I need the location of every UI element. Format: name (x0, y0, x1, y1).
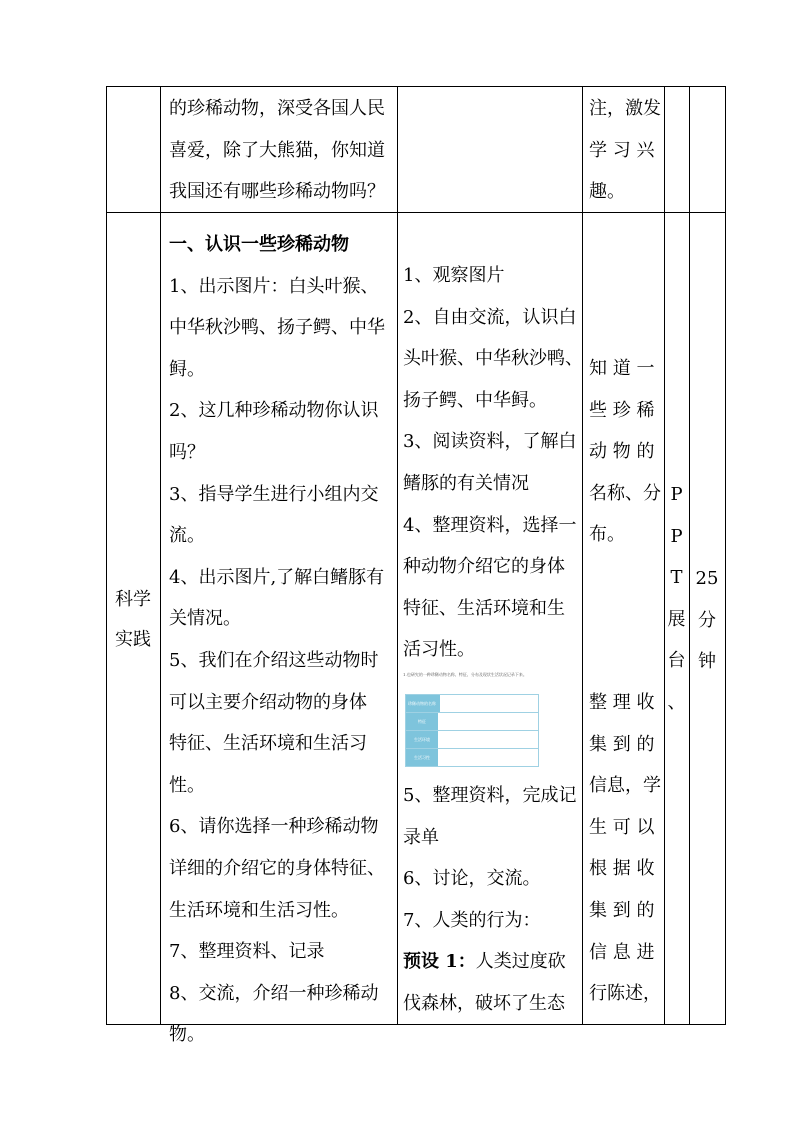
preset-label: 预设 1： (403, 951, 476, 973)
text-line (403, 941, 583, 983)
text-line: 根 据 收 (589, 858, 655, 880)
text-line: 3、阅读资料，了解白 (403, 431, 577, 453)
row1-design-intent (589, 88, 664, 213)
text-line: 名称、分 (589, 482, 661, 504)
text-line: 鳍豚的有关情况 (403, 472, 529, 494)
media-char: T (670, 567, 683, 589)
text-line: 整 理 收 (589, 692, 655, 713)
text-line: 7、整理资料、记录 (169, 941, 325, 963)
col-divider-5 (689, 86, 690, 1025)
text-line: 关情况。 (169, 608, 241, 630)
record-sheet-row (406, 749, 538, 766)
row1-teacher-activity (169, 88, 397, 213)
text-line: 行陈述， (589, 983, 661, 1005)
text-line: 1、出示图片：白头叶猴、 (169, 275, 379, 297)
text-line: 可以主要介绍动物的身体 (169, 691, 367, 713)
record-sheet-label: 特征 (406, 713, 438, 730)
text-line: 集 到 的 (589, 899, 655, 921)
text-line: 吗？ (169, 441, 205, 463)
stage-label-line: 科学 (115, 589, 151, 610)
text-line: 5、整理资料，完成记 (403, 785, 577, 806)
media-column (664, 474, 689, 724)
text-line: 3、指导学生进行小组内交 (169, 483, 379, 505)
record-sheet-label: 生活环境 (406, 731, 438, 748)
record-sheet-table (405, 694, 539, 767)
text-line: 详细的介绍它的身体特征、 (169, 857, 385, 879)
text-line: 6、请你选择一种珍稀动物 (169, 816, 379, 838)
text-line: 8、交流，介绍一种珍稀动 (169, 982, 379, 1004)
text-line: 2、自由交流，认识白 (403, 306, 577, 328)
row2-teacher-activity (169, 224, 397, 1056)
stage-label-line: 实践 (115, 629, 151, 650)
text-line: 集 到 的 (589, 733, 655, 755)
text-line: 注，激发 (589, 98, 661, 119)
record-sheet-label: 生活习性 (406, 749, 438, 766)
col-divider-2 (397, 86, 398, 1025)
col-divider-1 (160, 86, 161, 1025)
text-line: 动 物 的 (589, 441, 655, 463)
media-char: P (670, 484, 683, 505)
preset-text: 人类过度砍 (475, 951, 566, 973)
text-line: 扬子鳄、中华鲟。 (403, 389, 547, 411)
text-line: 物。 (169, 1024, 205, 1046)
media-char: P (670, 525, 683, 547)
text-line: 4、整理资料，选择一 (403, 514, 577, 536)
text-line: 6、讨论，交流。 (403, 868, 541, 890)
text-line: 信 息 进 (589, 941, 655, 963)
text-line: 中华秋沙鸭、扬子鳄、中华 (169, 317, 385, 339)
row2-student-activity-a (403, 255, 583, 671)
text-line: 的珍稀动物，深受各国人民 (169, 98, 385, 119)
media-char: 台 (667, 650, 686, 672)
text-line: 特征、生活环境和生活习性。 (169, 733, 367, 796)
text-line: 2、这几种珍稀动物你认识 (169, 400, 379, 422)
text-line: 趣。 (589, 181, 625, 203)
text-line: 生活环境和生活习性。 (169, 899, 349, 921)
text-line: 活习性。 (403, 639, 475, 661)
row2-student-activity-b (403, 775, 583, 1025)
text-line: 知 道 一 (589, 358, 655, 379)
record-sheet-label: 珍稀动物的名称 (406, 695, 440, 712)
text-line: 些 珍 稀 (589, 399, 655, 421)
media-char: 、 (667, 691, 686, 713)
text-line: 生 可 以 (589, 816, 655, 838)
time-char: 钟 (698, 651, 716, 673)
text-line: 喜爱，除了大熊猫，你知道 (169, 139, 385, 161)
text-line: 鲟。 (169, 358, 205, 380)
text-line: 我国还有哪些珍稀动物吗？ (169, 181, 385, 203)
time-char: 25 (695, 568, 719, 589)
row2-design-intent-a (589, 348, 664, 556)
record-sheet-caption: 1.也研究的一种珍稀动物名称、特征、分布及现状生活状况记录下来。 (403, 672, 527, 677)
table-top-border (106, 86, 725, 87)
text-line: 伐森林，破坏了生态 (403, 992, 565, 1014)
text-line: 流。 (169, 525, 205, 547)
text-line: 特征、生活环境和生 (403, 597, 565, 619)
media-char: 展 (667, 608, 686, 630)
text-line: 种动物介绍它的身体 (403, 556, 565, 578)
text-line: 4、出示图片,了解白鳍豚有 (169, 566, 385, 588)
stage-label (106, 580, 160, 660)
table-left-border (106, 86, 107, 1025)
section-heading: 一、认识一些珍稀动物 (169, 234, 349, 255)
text-line: 7、人类的行为： (403, 909, 541, 931)
record-sheet-row (406, 695, 538, 713)
time-column (689, 558, 725, 683)
text-line: 学 习 兴 (589, 139, 655, 161)
time-char: 分 (698, 609, 716, 631)
record-sheet-thumbnail (403, 672, 543, 768)
text-line: 头叶猴、中华秋沙鸭、 (403, 348, 583, 370)
text-line: 布。 (589, 524, 625, 546)
record-sheet-row (406, 731, 538, 749)
text-line: 5、我们在介绍这些动物时 (169, 649, 379, 671)
table-right-border (725, 86, 726, 1025)
text-line: 1、观察图片 (403, 265, 505, 286)
text-line: 信息，学 (589, 775, 661, 797)
row2-design-intent-b (589, 682, 664, 1015)
record-sheet-row (406, 713, 538, 731)
text-line: 录单 (403, 826, 439, 848)
